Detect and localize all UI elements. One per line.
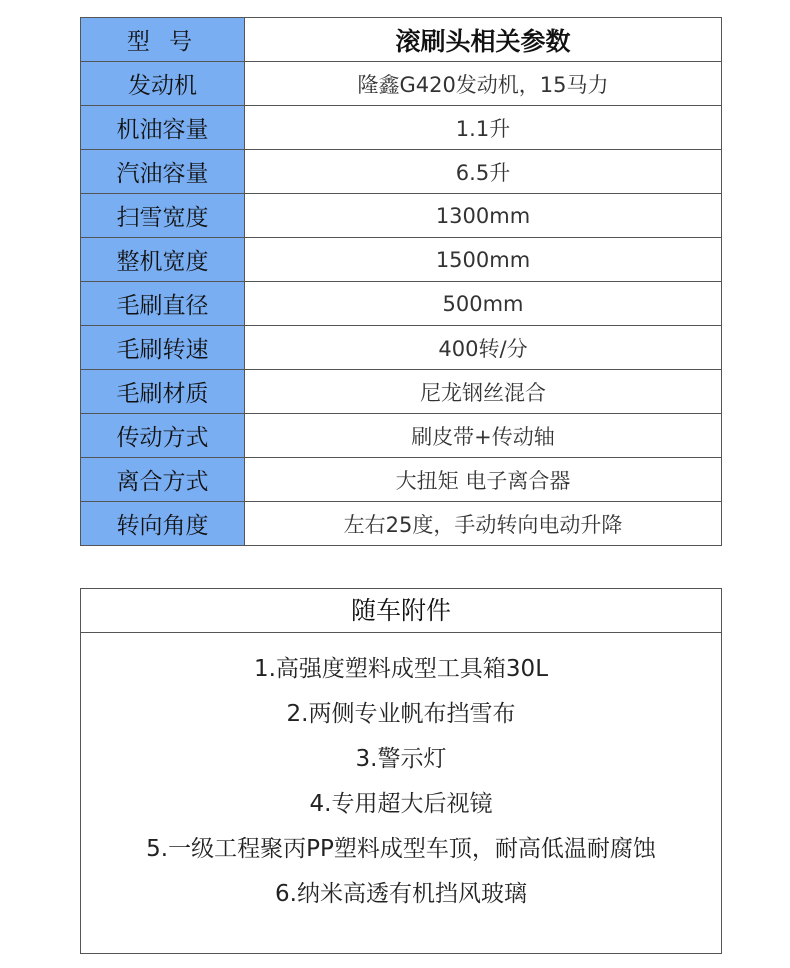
list-item: 5.一级工程聚丙PP塑料成型车顶，耐高低温耐腐蚀	[146, 836, 656, 862]
row-value: 1300mm	[245, 194, 722, 238]
table-row	[81, 282, 722, 326]
row-value: 1500mm	[245, 238, 722, 282]
row-label: 毛刷直径	[81, 282, 245, 326]
table-row	[81, 62, 722, 106]
list-item: 2.两侧专业帆布挡雪布	[286, 701, 516, 727]
spec-table	[80, 17, 722, 546]
table-row	[81, 414, 722, 458]
row-label: 毛刷材质	[81, 370, 245, 414]
list-item: 3.警示灯	[355, 746, 447, 772]
row-label: 整机宽度	[81, 238, 245, 282]
model-label: 型 号	[81, 18, 245, 62]
table-row	[81, 370, 722, 414]
row-value: 400转/分	[245, 326, 722, 370]
table-row	[81, 502, 722, 546]
row-label: 汽油容量	[81, 150, 245, 194]
row-value: 500mm	[245, 282, 722, 326]
row-value: 1.1升	[245, 106, 722, 150]
row-label: 转向角度	[81, 502, 245, 546]
table-row	[81, 194, 722, 238]
accessories-box	[80, 588, 722, 954]
table-row	[81, 326, 722, 370]
row-value: 刷皮带+传动轴	[245, 414, 722, 458]
row-value: 尼龙钢丝混合	[245, 370, 722, 414]
row-label: 机油容量	[81, 106, 245, 150]
table-row	[81, 238, 722, 282]
row-value: 6.5升	[245, 150, 722, 194]
accessories-list	[81, 633, 721, 917]
table-row	[81, 106, 722, 150]
list-item: 4.专用超大后视镜	[309, 791, 493, 817]
list-item: 1.高强度塑料成型工具箱30L	[253, 656, 549, 682]
row-label: 扫雪宽度	[81, 194, 245, 238]
table-title: 滚刷头相关参数	[245, 18, 722, 62]
table-row	[81, 150, 722, 194]
accessories-title: 随车附件	[81, 589, 721, 633]
spec-table-header-row	[81, 18, 722, 62]
row-value: 大扭矩 电子离合器	[245, 458, 722, 502]
row-label: 离合方式	[81, 458, 245, 502]
row-label: 传动方式	[81, 414, 245, 458]
table-row	[81, 458, 722, 502]
row-label: 毛刷转速	[81, 326, 245, 370]
row-label: 发动机	[81, 62, 245, 106]
list-item: 6.纳米高透有机挡风玻璃	[275, 881, 527, 907]
row-value: 隆鑫G420发动机，15马力	[245, 62, 722, 106]
row-value: 左右25度，手动转向电动升降	[245, 502, 722, 546]
